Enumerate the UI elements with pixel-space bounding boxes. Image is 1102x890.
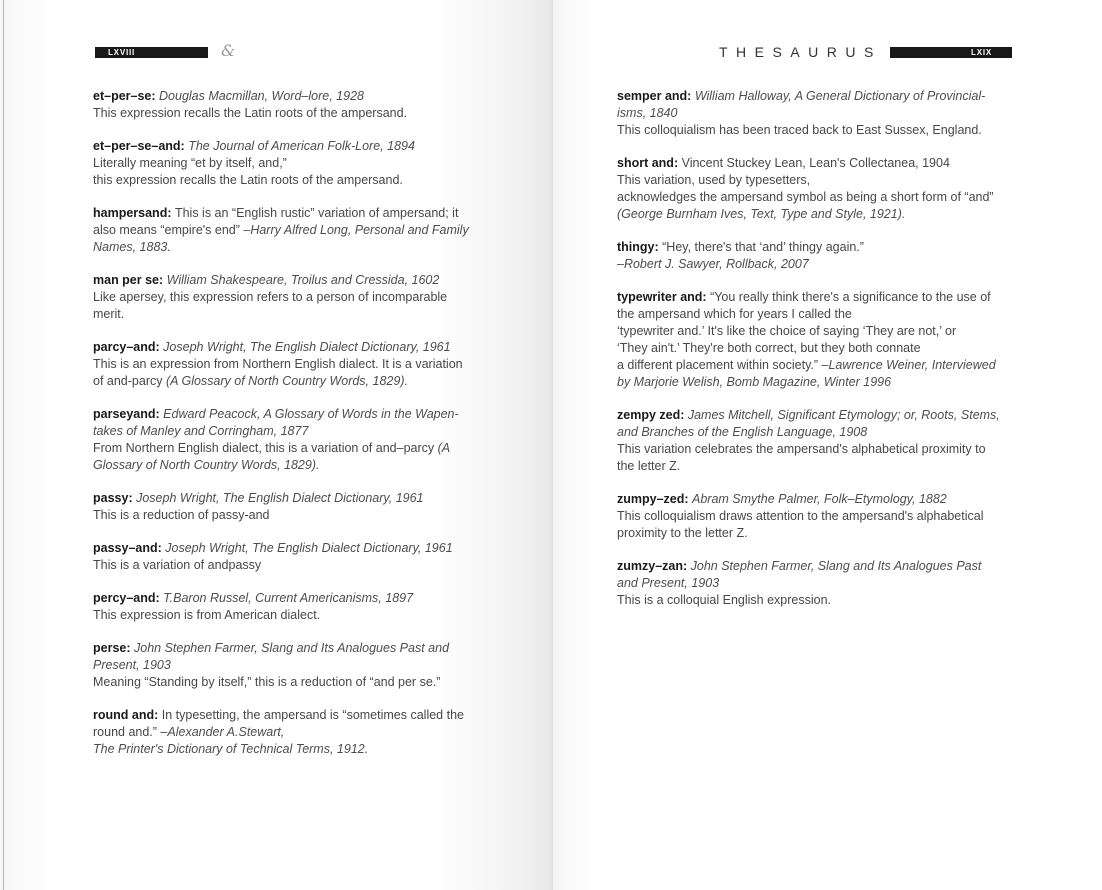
- entry-text: From Northern English dialect, this is a variation of and–parcy: [93, 441, 438, 455]
- entry-citation: The Printer's Dictionary of Technical Terms, 1912.: [93, 742, 369, 756]
- thesaurus-entry: [93, 339, 503, 390]
- entries-column-left: [93, 88, 503, 774]
- entry-text: ‘They ain't.’ They're both correct, but they both connate: [617, 341, 921, 355]
- entry-text: of and-parcy: [93, 374, 166, 388]
- entry-headword: et–per–se:: [93, 89, 160, 103]
- entry-headword: parseyand:: [93, 407, 164, 421]
- entry-citation: T.Baron Russel, Current Americanisms, 1897: [163, 591, 414, 605]
- entry-citation: Joseph Wright, The English Dialect Dictionary, 1961: [136, 491, 424, 505]
- entry-text: Meaning “Standing by itself,” this is a reduction of “and per se.”: [93, 675, 441, 689]
- entry-headword: parcy–and:: [93, 340, 164, 354]
- thesaurus-entry: [93, 88, 503, 122]
- entry-text: proximity to the letter Z.: [617, 526, 748, 540]
- entry-text: This variation celebrates the ampersand's alphabetical proximity to: [617, 442, 986, 456]
- entry-text: This is an “English rustic” variation of ampersand; it: [174, 206, 459, 220]
- entry-headword: passy–and:: [93, 541, 166, 555]
- entry-text: round and.”: [93, 725, 161, 739]
- entry-text: “Hey, there's that ‘and’ thingy again.”: [662, 240, 864, 254]
- entry-text: Literally meaning “et by itself, and,”: [93, 156, 287, 170]
- entry-text: This variation, used by typesetters,: [617, 173, 811, 187]
- entry-citation: by Marjorie Welish, Bomb Magazine, Winter 1996: [617, 375, 892, 389]
- entry-text: This is a reduction of passy-and: [93, 508, 270, 522]
- entry-headword: man per se:: [93, 273, 167, 287]
- entry-text: also means “empire's end”: [93, 223, 244, 237]
- thesaurus-entry: [93, 205, 503, 256]
- entry-citation: James Mitchell, Significant Etymology; or, Roots, Stems,: [687, 408, 1000, 422]
- entry-text: “You really think there's a significance to the use of: [710, 290, 991, 304]
- page-edge-line: [3, 0, 4, 890]
- entry-text: This colloquialism draws attention to the ampersand's alphabetical: [617, 509, 984, 523]
- folio-number-right: LXIX: [971, 48, 992, 57]
- ampersand-icon: &: [221, 41, 236, 60]
- entry-text: a different placement within society.”: [617, 358, 822, 372]
- entry-text: Like apersey, this expression refers to a person of incomparable: [93, 290, 448, 304]
- entry-citation: and Branches of the English Language, 1908: [617, 425, 868, 439]
- entry-citation: Glossary of North Country Words, 1829).: [93, 458, 320, 472]
- running-head: THESAURUS: [719, 44, 882, 60]
- entry-citation: The Journal of American Folk-Lore, 1894: [188, 139, 415, 153]
- entry-text: In typesetting, the ampersand is “sometimes called the: [161, 708, 464, 722]
- entry-headword: passy:: [93, 491, 137, 505]
- thesaurus-entry: [93, 640, 503, 691]
- thesaurus-entry: [93, 490, 503, 524]
- entry-text: This expression recalls the Latin roots of the ampersand.: [93, 106, 408, 120]
- entry-text: merit.: [93, 307, 125, 321]
- thesaurus-entry: [617, 558, 1027, 609]
- entry-headword: thingy:: [617, 240, 663, 254]
- thesaurus-entry: [93, 590, 503, 624]
- thesaurus-entry: [617, 407, 1027, 475]
- entry-text: this expression recalls the Latin roots of the ampersand.: [93, 173, 403, 187]
- thesaurus-entry: [617, 88, 1027, 139]
- entry-headword: typewriter and:: [617, 290, 711, 304]
- entry-citation: Names, 1883.: [93, 240, 171, 254]
- entry-headword: zumpy–zed:: [617, 492, 693, 506]
- thesaurus-entry: [617, 155, 1027, 223]
- thesaurus-entry: [93, 272, 503, 323]
- thesaurus-entry: [93, 540, 503, 574]
- entry-text: This is a variation of andpassy: [93, 558, 262, 572]
- entry-citation: Joseph Wright, The English Dialect Dictionary, 1961: [165, 541, 453, 555]
- entry-citation: William Halloway, A General Dictionary of Provincial-: [694, 89, 986, 103]
- entry-citation: William Shakespeare, Troilus and Cressida, 1602: [166, 273, 440, 287]
- entry-text: acknowledges the ampersand symbol as being a short form of “and”: [617, 190, 994, 204]
- entry-headword: round and:: [93, 708, 162, 722]
- thesaurus-entry: [93, 707, 503, 758]
- thesaurus-entry: [617, 289, 1027, 391]
- folio-number-left: LXVIII: [108, 48, 136, 57]
- entry-citation: (A Glossary of North Country Words, 1829).: [165, 374, 408, 388]
- entries-column-right: [617, 88, 1027, 625]
- entry-citation: (A: [437, 441, 451, 455]
- entry-headword: zumzy–zan:: [617, 559, 691, 573]
- entry-text: the ampersand which for years I called the: [617, 307, 852, 321]
- entry-citation: and Present, 1903: [617, 576, 720, 590]
- thesaurus-entry: [617, 239, 1027, 273]
- entry-headword: et–per–se–and:: [93, 139, 189, 153]
- entry-text: This is an expression from Northern English dialect. It is a variation: [93, 357, 463, 371]
- entry-text: This expression is from American dialect.: [93, 608, 321, 622]
- entry-citation: Present, 1903: [93, 658, 171, 672]
- entry-citation: John Stephen Farmer, Slang and Its Analogues Past: [690, 559, 982, 573]
- entry-headword: short and:: [617, 156, 682, 170]
- entry-citation: –Harry Alfred Long, Personal and Family: [243, 223, 469, 237]
- entry-text: Vincent Stuckey Lean, Lean's Collectanea, 1904: [681, 156, 950, 170]
- entry-text: This is a colloquial English expression.: [617, 593, 831, 607]
- entry-citation: –Robert J. Sawyer, Rollback, 2007: [617, 257, 809, 271]
- folio-bar-right: [890, 47, 1012, 58]
- entry-headword: zempy zed:: [617, 408, 688, 422]
- entry-text: ‘typewriter and.’ It's like the choice of saying ‘They are not,’ or: [617, 324, 957, 338]
- thesaurus-entry: [93, 406, 503, 474]
- thesaurus-entry: [617, 491, 1027, 542]
- thesaurus-entry: [93, 138, 503, 189]
- entry-headword: perse:: [93, 641, 134, 655]
- folio-bar-left: [95, 47, 208, 58]
- entry-citation: –Lawrence Weiner, Interviewed: [821, 358, 996, 372]
- entry-citation: –Alexander A.Stewart,: [160, 725, 285, 739]
- entry-citation: Joseph Wright, The English Dialect Dictionary, 1961: [163, 340, 451, 354]
- entry-headword: hampersand:: [93, 206, 175, 220]
- entry-text: This colloquialism has been traced back to East Sussex, England.: [617, 123, 982, 137]
- entry-headword: percy–and:: [93, 591, 164, 605]
- entry-citation: isms, 1840: [617, 106, 678, 120]
- entry-text: the letter Z.: [617, 459, 681, 473]
- entry-citation: (George Burnham Ives, Text, Type and Style, 1921).: [617, 207, 906, 221]
- entry-citation: Edward Peacock, A Glossary of Words in the Wapen-: [163, 407, 459, 421]
- entry-citation: Abram Smythe Palmer, Folk–Etymology, 1882: [692, 492, 947, 506]
- entry-citation: John Stephen Farmer, Slang and Its Analogues Past and: [134, 641, 450, 655]
- entry-citation: Douglas Macmillan, Word–lore, 1928: [159, 89, 364, 103]
- entry-headword: semper and:: [617, 89, 695, 103]
- entry-citation: takes of Manley and Corringham, 1877: [93, 424, 309, 438]
